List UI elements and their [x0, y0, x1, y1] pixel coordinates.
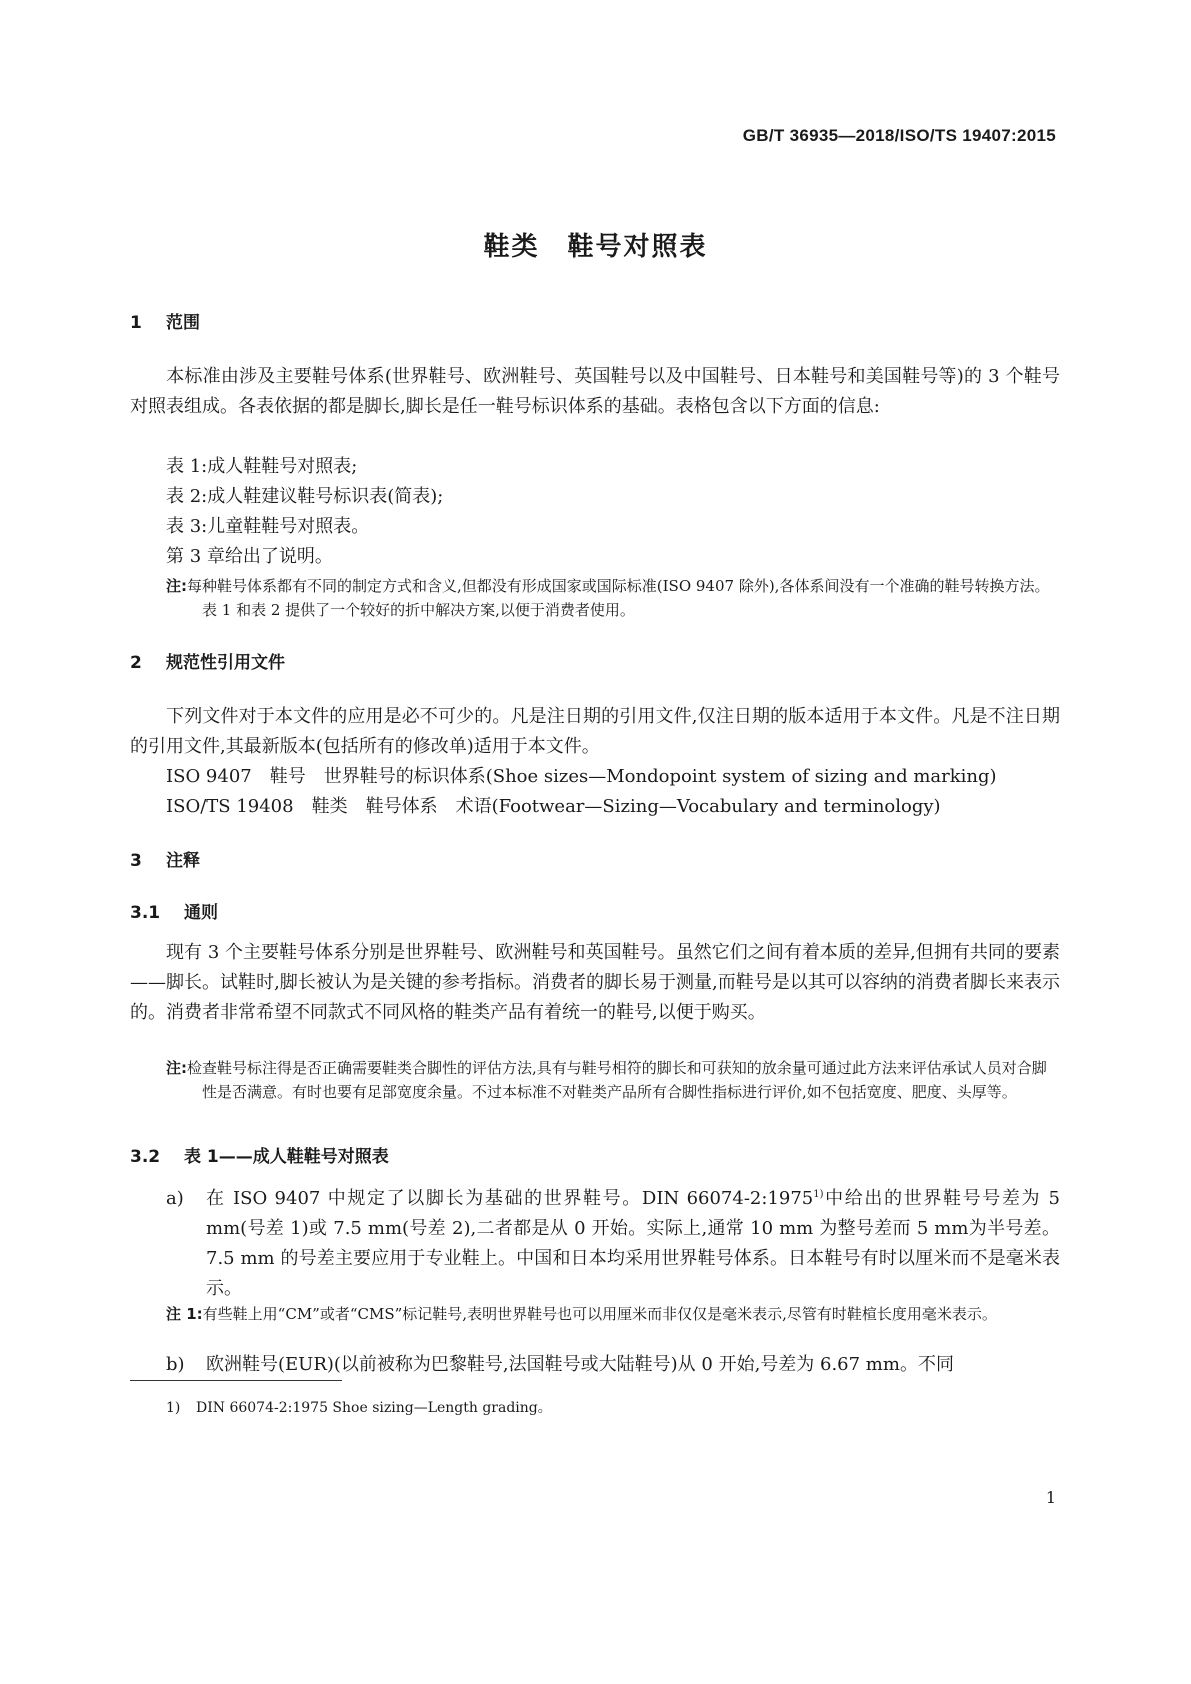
- subsection-3-1-heading: [130, 898, 218, 923]
- section-number: 2: [130, 653, 142, 673]
- footnote: [166, 1398, 552, 1418]
- normative-reference: ISO 9407 鞋号 世界鞋号的标识体系(Shoe sizes—Mondopoint system of sizing and marking): [166, 766, 997, 787]
- note-label: 注:: [166, 1059, 187, 1077]
- paragraph-text: 本标准由涉及主要鞋号体系(世界鞋号、欧洲鞋号、英国鞋号以及中国鞋号、日本鞋号和美国鞋号等)的 3 个鞋号对照表组成。各表依据的都是脚长,脚长是任一鞋号标识体系的基础。表格包含以下方面的信息:: [130, 366, 1060, 417]
- section-number: 1: [130, 313, 142, 333]
- list-item: 第 3 章给出了说明。: [166, 546, 333, 567]
- standard-code: GB/T 36935—2018/ISO/TS 19407:2015: [742, 126, 1056, 145]
- section-1-heading: [130, 308, 200, 333]
- subsection-number: 3.1: [130, 903, 161, 923]
- section-title: 范围: [166, 313, 200, 333]
- subsection-title: 表 1——成人鞋鞋号对照表: [184, 1147, 389, 1167]
- section-number: 3: [130, 851, 142, 871]
- note-label: 注:: [166, 577, 187, 595]
- subsection-3-1-paragraph: [130, 938, 1060, 1028]
- paragraph-text: 下列文件对于本文件的应用是必不可少的。凡是注日期的引用文件,仅注日期的版本适用于本文件。凡是不注日期的引用文件,其最新版本(包括所有的修改单)适用于本文件。: [130, 706, 1060, 757]
- list-item-b: [166, 1350, 1060, 1380]
- list-item-a: [166, 1184, 1060, 1304]
- section-title: 规范性引用文件: [166, 653, 285, 673]
- section-1-paragraph: [130, 362, 1060, 422]
- section-2-paragraph: [130, 702, 1060, 762]
- note-text: 检查鞋号标注得是否正确需要鞋类合脚性的评估方法,具有与鞋号相符的脚长和可获知的放余量可通过此方法来评估承试人员对合脚性是否满意。有时也要有足部宽度余量。不过本标准不对鞋类产品所有合脚性指标进行评价,如不包括宽度、肥度、头厚等。: [187, 1059, 1047, 1101]
- section-title: 注释: [166, 851, 200, 871]
- list-text: 欧洲鞋号(EUR)(以前被称为巴黎鞋号,法国鞋号或大陆鞋号)从 0 开始,号差为 6.67 mm。不同: [206, 1354, 954, 1375]
- list-marker: b): [166, 1354, 185, 1375]
- footnote-separator: [130, 1380, 342, 1381]
- note-text: 有些鞋上用“CM”或者“CMS”标记鞋号,表明世界鞋号也可以用厘米而非仅仅是毫米表示,尽管有时鞋楦长度用毫米表示。: [202, 1305, 997, 1323]
- list-text: 在 ISO 9407 中规定了以脚长为基础的世界鞋号。DIN 66074-2:1975: [206, 1188, 814, 1209]
- document-title: 鞋类 鞋号对照表: [483, 232, 708, 262]
- section-2-heading: [130, 648, 285, 673]
- normative-reference: ISO/TS 19408 鞋类 鞋号体系 术语(Footwear—Sizing—Vocabulary and terminology): [166, 796, 941, 817]
- subsection-title: 通则: [184, 903, 218, 923]
- footnote-marker: 1): [166, 1400, 181, 1416]
- page-number: 1: [1045, 1488, 1056, 1507]
- subsection-3-1-note: [166, 1056, 1060, 1104]
- subsection-number: 3.2: [130, 1147, 161, 1167]
- paragraph-text: 现有 3 个主要鞋号体系分别是世界鞋号、欧洲鞋号和英国鞋号。虽然它们之间有着本质的差异,但拥有共同的要素——脚长。试鞋时,脚长被认为是关键的参考指标。消费者的脚长易于测量,而鞋号是以其可以容纳的消费者脚长来表示的。消费者非常希望不同款式不同风格的鞋类产品有着统一的鞋号,以便于购买。: [130, 942, 1060, 1023]
- list-marker: a): [166, 1188, 184, 1209]
- list-item: 表 2:成人鞋建议鞋号标识表(简表);: [166, 486, 444, 507]
- subsection-3-2-note-1: [166, 1302, 1060, 1326]
- footnote-reference: 1): [813, 1189, 824, 1200]
- list-item: 表 3:儿童鞋鞋号对照表。: [166, 516, 370, 537]
- subsection-3-2-heading: [130, 1142, 389, 1167]
- list-text: 中给出的世界鞋号号差为 5 mm(号差 1)或 7.5 mm(号差 2),二者都是从 0 开始。实际上,通常 10 mm 为整号差而 5 mm为半号差。7.5 mm 的号差主要应用于专业鞋上。中国和日本均采用世界鞋号体系。日本鞋号有时以厘米而不是毫米表示。: [206, 1188, 1060, 1299]
- section-1-note: [166, 574, 1060, 622]
- note-label: 注 1:: [166, 1305, 203, 1323]
- note-text: 每种鞋号体系都有不同的制定方式和含义,但都没有形成国家或国际标准(ISO 9407 除外),各体系间没有一个准确的鞋号转换方法。表 1 和表 2 提供了一个较好的折中解决方案,以便于消费者使用。: [187, 577, 1050, 619]
- section-3-heading: [130, 846, 200, 871]
- footnote-text: DIN 66074-2:1975 Shoe sizing—Length grading。: [196, 1400, 552, 1416]
- list-item: 表 1:成人鞋鞋号对照表;: [166, 456, 358, 477]
